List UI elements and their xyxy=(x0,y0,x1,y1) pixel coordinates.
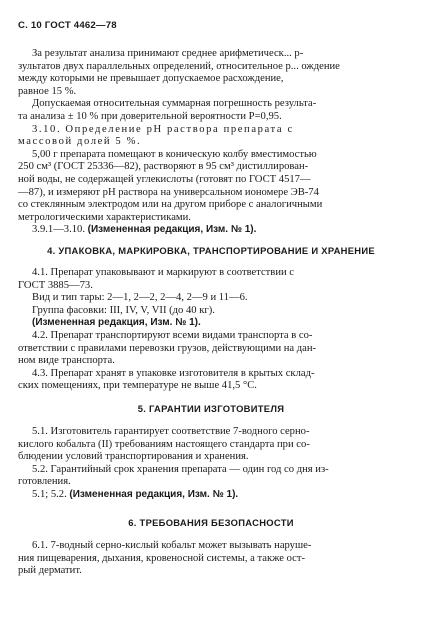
amendment-ref: 3.9.1—3.10. xyxy=(32,224,85,236)
text-line: 4.3. Препарат хранят в упаковке изготовителя в крытых склад- xyxy=(32,367,315,379)
text-line: ГОСТ 3885—73. xyxy=(18,279,93,291)
text-line: метрологическими характеристиками. xyxy=(18,211,191,223)
section-4-block xyxy=(18,267,404,393)
text-line: Допускаемая относительная суммарная погрешность результа- xyxy=(32,98,317,110)
section-6-heading: 6. ТРЕБОВАНИЯ БЕЗОПАСНОСТИ xyxy=(128,517,294,528)
text-line: 5.1. Изготовитель гарантирует соответствие 7-водного серно- xyxy=(32,426,310,437)
text-line: равное 15 %. xyxy=(18,85,77,97)
section-5-block xyxy=(18,426,404,502)
text-line: ния пищеварения, дыхания, кровеносной системы, а также ост- xyxy=(18,552,306,564)
text-line: Вид и тип тары: 2—1, 2—2, 2—4, 2—9 и 11—6. xyxy=(32,292,248,304)
text-line: блюдении условий транспортирования и хранения. xyxy=(18,451,249,463)
text-line: со стеклянным электродом или на другом приборе с аналогичными xyxy=(18,199,323,211)
text-line: Группа фасовки: III, IV, V, VII (до 40 кг). xyxy=(32,304,215,316)
section-5-heading: 5. ГАРАНТИИ ИЗГОТОВИТЕЛЯ xyxy=(137,403,285,414)
section-3-block xyxy=(18,48,404,237)
text-line: 4.2. Препарат транспортируют всеми видами транспорта в со- xyxy=(32,329,313,341)
page-header: С. 10 ГОСТ 4462—78 xyxy=(18,20,117,31)
text-line: кислого кобальта (II) требованиям настоящего стандарта при со- xyxy=(18,438,310,450)
section-4-heading: 4. УПАКОВКА, МАРКИРОВКА, ТРАНСПОРТИРОВАНИЕ И ХРАНЕНИЕ xyxy=(47,245,375,256)
text-line: 5.2. Гарантийный срок хранения препарата — один год со дня из- xyxy=(32,463,329,475)
text-line: между которыми не превышает допускаемое расхождение, xyxy=(18,73,284,85)
amendment-note xyxy=(18,489,404,502)
text-line: За результат анализа принимают среднее арифметическ... р- xyxy=(32,48,304,59)
text-line: ной воды, не содержащей углекислоты (готовят по ГОСТ 4517— xyxy=(18,173,311,185)
text-line: 4.1. Препарат упаковывают и маркируют в соответствии с xyxy=(32,267,295,278)
text-line: 5,00 г препарата помещают в коническую колбу вместимостью xyxy=(32,148,317,160)
subsection-title: 3.10. Определение pH раствора препарата с xyxy=(32,123,294,135)
text-line: ских помещениях, при температуре не выше 41,5 °С. xyxy=(18,380,257,392)
subsection-title: массовой долей 5 %. xyxy=(18,136,142,148)
amendment-text: (Измененная редакция, Изм. № 1). xyxy=(87,224,257,236)
amendment-note xyxy=(18,224,404,237)
text-line: 6.1. 7-водный серно-кислый кобальт может вызывать наруше- xyxy=(32,540,312,551)
text-line: зультатов двух параллельных определений, относительное р... ождение xyxy=(18,60,340,72)
text-line: 250 см³ (ГОСТ 25336—82), растворяют в 95 см³ дистиллирован- xyxy=(18,161,309,173)
section-6-block xyxy=(18,540,404,578)
amendment-text: (Измененная редакция, Изм. № 1). xyxy=(69,488,239,500)
amendment-ref: 5.1; 5.2. xyxy=(32,488,67,500)
text-line: ном виде транспорта. xyxy=(18,355,115,367)
text-line: —87), и измеряют pH раствора на универсальном иономере ЭВ-74 xyxy=(18,186,319,198)
text-line: готовления. xyxy=(18,476,71,488)
text-line: ответствии с правилами перевозки грузов, действующими на дан- xyxy=(18,342,317,354)
text-line: рый дерматит. xyxy=(18,565,82,577)
amendment-text: (Измененная редакция, Изм. № 1). xyxy=(32,317,201,329)
text-line: та анализа ± 10 % при доверительной вероятности Р=0,95. xyxy=(18,110,282,122)
